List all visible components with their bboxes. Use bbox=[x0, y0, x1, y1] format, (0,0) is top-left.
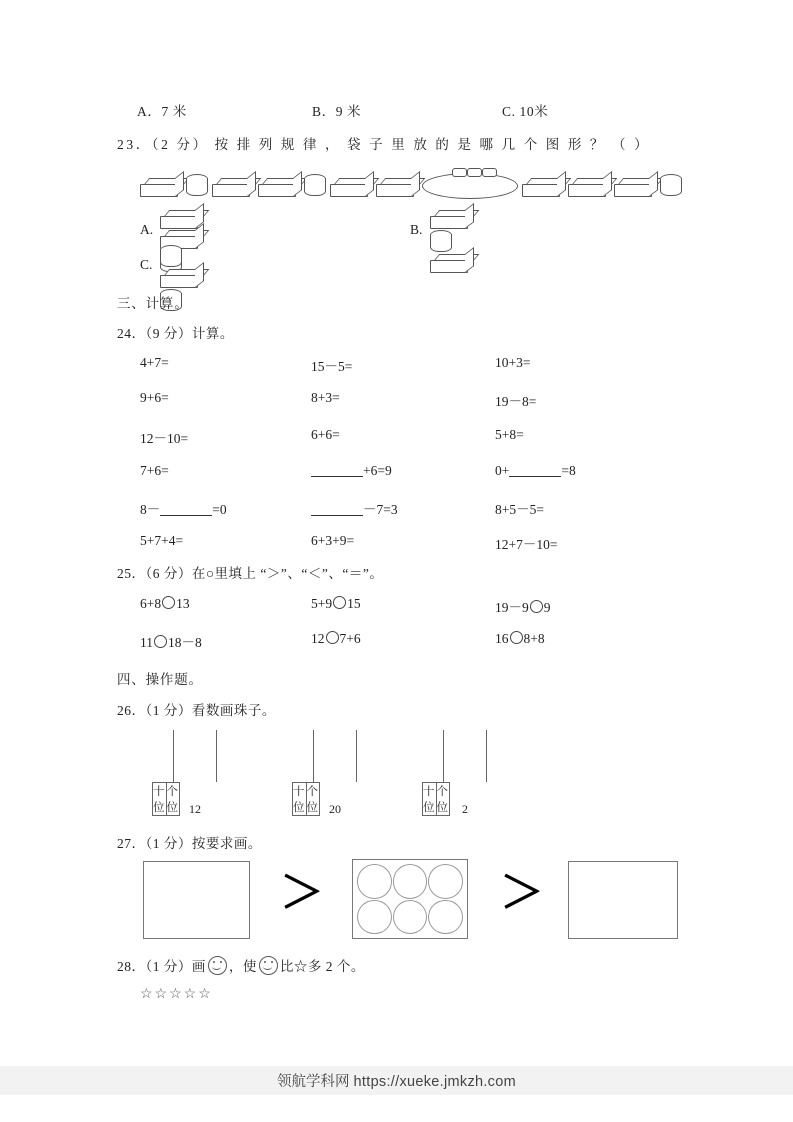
question22-option-b: B．9 米 bbox=[312, 104, 362, 119]
circle-shape bbox=[428, 900, 463, 935]
comparison-left: 16 bbox=[495, 631, 509, 646]
comparison-left: 11 bbox=[140, 635, 153, 650]
calc-item[interactable]: 19－8= bbox=[495, 394, 537, 409]
comparison-item[interactable] bbox=[140, 631, 202, 651]
comparison-circle-blank[interactable] bbox=[333, 596, 346, 609]
cuboid-icon bbox=[212, 178, 256, 198]
comparison-item[interactable] bbox=[311, 596, 361, 612]
comparison-circle-blank[interactable] bbox=[162, 596, 175, 609]
calc-item[interactable] bbox=[311, 463, 392, 479]
calc-suffix: =8 bbox=[561, 463, 576, 478]
answer-blank[interactable] bbox=[311, 464, 363, 477]
section-three-heading: 三、计算。 bbox=[117, 296, 189, 311]
calc-item[interactable]: 12－10= bbox=[140, 431, 189, 446]
cuboid-icon bbox=[430, 210, 474, 230]
calc-item[interactable]: 15－5= bbox=[311, 359, 353, 374]
cuboid-icon bbox=[376, 178, 420, 198]
comparison-right: 8+8 bbox=[523, 631, 545, 646]
cylinder-icon bbox=[186, 174, 208, 198]
comparison-circle-blank[interactable] bbox=[510, 631, 523, 644]
cuboid-icon bbox=[140, 178, 184, 198]
question23-prompt: 23．（2 分） 按 排 列 规 律 ， 袋 子 里 放 的 是 哪 几 个 图 形 ？ （ ） bbox=[117, 137, 651, 152]
question28-prompt bbox=[117, 955, 365, 975]
cylinder-icon bbox=[660, 174, 682, 198]
comparison-left: 19－9 bbox=[495, 600, 529, 615]
ones-label: 个位 bbox=[166, 783, 180, 816]
question27-right-box[interactable] bbox=[568, 861, 678, 939]
calc-item[interactable] bbox=[495, 463, 576, 479]
smiley-face-icon bbox=[208, 956, 227, 975]
chart-number: 20 bbox=[329, 802, 341, 816]
question27-prompt: 27．（1 分）按要求画。 bbox=[117, 836, 262, 851]
footer-watermark bbox=[0, 1066, 793, 1095]
calc-item[interactable]: 9+6= bbox=[140, 390, 169, 405]
calc-prefix: 0+ bbox=[495, 463, 510, 478]
calc-item[interactable]: 12+7－10= bbox=[495, 537, 558, 552]
cuboid-icon bbox=[614, 178, 658, 198]
circle-shape bbox=[357, 864, 392, 899]
circle-shape bbox=[357, 900, 392, 935]
answer-blank[interactable] bbox=[160, 503, 212, 516]
question23-pattern-strip bbox=[140, 166, 640, 198]
question24-prompt: 24．（9 分）计算。 bbox=[117, 326, 234, 341]
ones-rod bbox=[486, 730, 487, 782]
smiley-face-icon bbox=[259, 956, 278, 975]
cuboid-icon bbox=[258, 178, 302, 198]
cuboid-icon bbox=[568, 178, 612, 198]
calc-item[interactable]: 4+7= bbox=[140, 355, 169, 370]
comparison-left: 6+8 bbox=[140, 596, 162, 611]
ones-label: 个位 bbox=[306, 783, 320, 816]
ones-rod bbox=[216, 730, 217, 782]
tens-label: 十位 bbox=[293, 783, 307, 816]
question28-prefix: 28．（1 分）画 bbox=[117, 959, 206, 974]
question26-prompt: 26．（1 分）看数画珠子。 bbox=[117, 703, 276, 718]
calc-prefix: 8－ bbox=[140, 502, 161, 517]
comparison-right: 15 bbox=[347, 596, 361, 611]
cuboid-icon bbox=[160, 269, 204, 289]
cuboid-icon bbox=[330, 178, 374, 198]
calc-suffix: －7=3 bbox=[363, 502, 398, 517]
ones-rod bbox=[356, 730, 357, 782]
comparison-circle-blank[interactable] bbox=[154, 635, 167, 648]
comparison-item[interactable] bbox=[495, 631, 545, 647]
calc-item[interactable] bbox=[140, 498, 227, 518]
question22-option-c: C. 10米 bbox=[502, 104, 549, 119]
circle-shape bbox=[428, 864, 463, 899]
calc-item[interactable]: 7+6= bbox=[140, 463, 169, 478]
question28-stars: ☆☆☆☆☆ bbox=[140, 987, 213, 1002]
footer-url: https://xueke.jmkzh.com bbox=[353, 1074, 516, 1090]
question27-operator-2: ＞ bbox=[500, 868, 544, 917]
tens-label: 十位 bbox=[423, 783, 437, 816]
option-b-shapes bbox=[430, 210, 477, 274]
question22-option-a: A．7 米 bbox=[137, 104, 187, 119]
calc-item[interactable]: 5+7+4= bbox=[140, 533, 184, 548]
cylinder-icon bbox=[160, 245, 182, 269]
calc-suffix: +6=9 bbox=[363, 463, 392, 478]
question27-operator-1: ＞ bbox=[280, 868, 324, 917]
comparison-right: 7+6 bbox=[339, 631, 361, 646]
comparison-item[interactable] bbox=[311, 631, 361, 647]
calc-item[interactable]: 6+3+9= bbox=[311, 533, 355, 548]
calc-item[interactable]: 6+6= bbox=[311, 427, 340, 442]
cylinder-icon bbox=[430, 230, 452, 254]
tens-rod bbox=[443, 730, 444, 782]
footer-site-name: 领航学科网 bbox=[277, 1074, 350, 1090]
question28-suffix: 比☆多 2 个。 bbox=[279, 959, 365, 974]
comparison-circle-blank[interactable] bbox=[530, 600, 543, 613]
bag-icon bbox=[422, 168, 518, 198]
calc-item[interactable]: 8+5－5= bbox=[495, 502, 544, 517]
circle-shape bbox=[393, 900, 428, 935]
calc-item[interactable]: 5+8= bbox=[495, 427, 524, 442]
tens-rod bbox=[173, 730, 174, 782]
comparison-item[interactable] bbox=[140, 596, 190, 612]
calc-item[interactable] bbox=[311, 498, 398, 518]
comparison-left: 5+9 bbox=[311, 596, 333, 611]
comparison-circle-blank[interactable] bbox=[326, 631, 339, 644]
comparison-right: 9 bbox=[543, 600, 551, 615]
comparison-left: 12 bbox=[311, 631, 325, 646]
calc-suffix: =0 bbox=[212, 502, 227, 517]
section-four-heading: 四、操作题。 bbox=[117, 672, 203, 687]
tens-rod bbox=[313, 730, 314, 782]
chart-number: 2 bbox=[462, 802, 468, 816]
calc-item[interactable]: 10+3= bbox=[495, 355, 531, 370]
bead-rods bbox=[152, 730, 238, 782]
option-b-label: B. bbox=[410, 222, 423, 237]
bead-rods bbox=[422, 730, 508, 782]
cuboid-icon bbox=[522, 178, 566, 198]
tens-label: 十位 bbox=[153, 783, 167, 816]
question28-middle: ，使 bbox=[228, 959, 257, 974]
question27-middle-box bbox=[352, 859, 468, 939]
bead-rods bbox=[292, 730, 378, 782]
comparison-right: 13 bbox=[176, 596, 190, 611]
comparison-right: 18－8 bbox=[168, 635, 202, 650]
question27-left-box[interactable] bbox=[143, 861, 250, 939]
comparison-item[interactable] bbox=[495, 596, 551, 616]
cuboid-icon bbox=[430, 254, 474, 274]
chart-number: 12 bbox=[189, 802, 201, 816]
cylinder-icon bbox=[304, 174, 326, 198]
answer-blank[interactable] bbox=[311, 503, 363, 516]
ones-label: 个位 bbox=[436, 783, 450, 816]
calc-item[interactable]: 8+3= bbox=[311, 390, 340, 405]
option-a-label: A. bbox=[140, 222, 154, 237]
circle-shape bbox=[393, 864, 428, 899]
question25-prompt: 25．（6 分）在○里填上 “＞”、“＜”、“＝”。 bbox=[117, 566, 384, 581]
answer-blank[interactable] bbox=[509, 464, 561, 477]
option-c-label: C. bbox=[140, 257, 153, 272]
